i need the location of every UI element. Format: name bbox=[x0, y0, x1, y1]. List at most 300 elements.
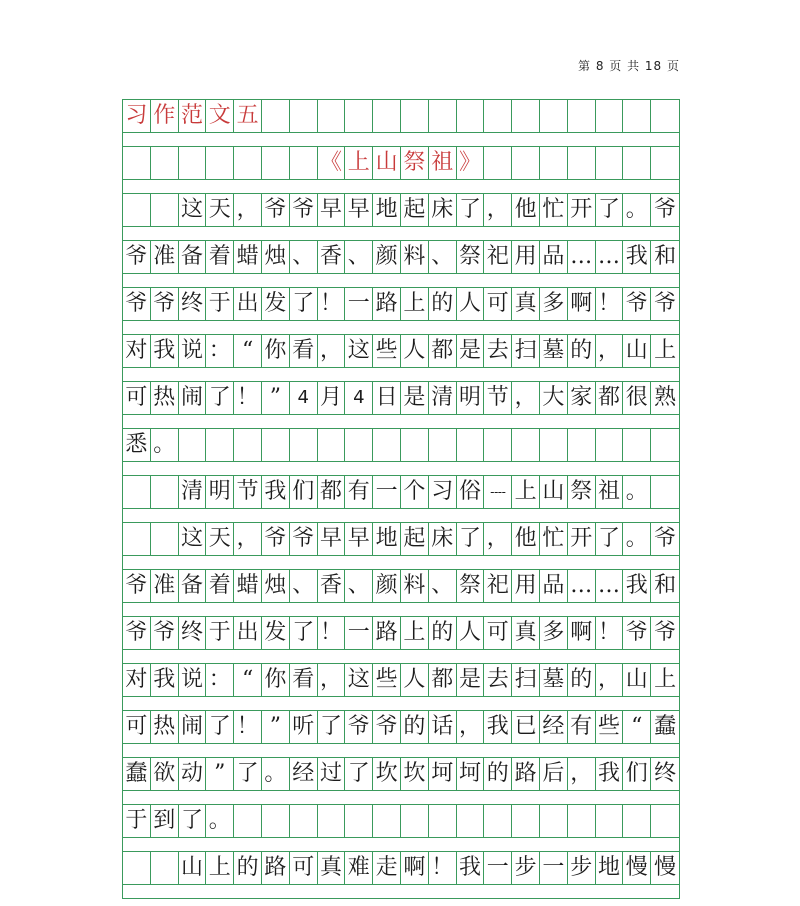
grid-cell bbox=[484, 805, 512, 837]
grid-cell: 都 bbox=[429, 664, 457, 696]
grid-cell: 爷 bbox=[654, 526, 677, 551]
grid-cell: 的 bbox=[429, 288, 457, 320]
body-row bbox=[123, 616, 679, 650]
grid-cell: 是 bbox=[457, 335, 485, 367]
grid-cell: ！ bbox=[596, 288, 624, 320]
grid-cell bbox=[568, 429, 596, 461]
grid-cell: 。 bbox=[206, 805, 234, 837]
grid-cell: 爷 bbox=[151, 617, 179, 649]
grid-cell: 明 bbox=[457, 382, 485, 414]
grid-cell bbox=[290, 147, 318, 179]
grid-cell: 品 bbox=[540, 570, 568, 602]
grid-cell: 4 bbox=[290, 382, 318, 414]
grid-cell: 我 bbox=[623, 241, 651, 273]
grid-cell: 上 bbox=[401, 288, 429, 320]
grid-cell: 清 bbox=[429, 382, 457, 414]
grid-cell bbox=[401, 805, 429, 837]
grid-cell: ！ bbox=[318, 617, 346, 649]
grid-cell: 到 bbox=[151, 805, 179, 837]
heading-row bbox=[123, 99, 679, 133]
grid-cell: 香 bbox=[318, 241, 346, 273]
grid-cell: 爷 bbox=[290, 523, 318, 555]
grid-cell: 墓 bbox=[540, 664, 568, 696]
grid-cell: 们 bbox=[290, 476, 318, 508]
grid-cell: 祖 bbox=[429, 147, 457, 179]
grid-cell: … bbox=[596, 570, 624, 602]
grid-cell: 清 bbox=[179, 476, 207, 508]
grid-cell: 多 bbox=[540, 288, 568, 320]
grid-cell: 听 bbox=[290, 711, 318, 743]
grid-cell: 节 bbox=[234, 476, 262, 508]
grid-cell: 祭 bbox=[457, 570, 485, 602]
grid-cell: 看 bbox=[290, 335, 318, 367]
grid-cell bbox=[484, 147, 512, 179]
grid-cell bbox=[429, 100, 457, 132]
grid-cell: 于 bbox=[206, 288, 234, 320]
grid-cell: 早 bbox=[345, 194, 373, 226]
grid-cell bbox=[651, 147, 679, 179]
grid-cell: 习 bbox=[429, 476, 457, 508]
grid-cell bbox=[123, 476, 151, 508]
grid-cell: 和 bbox=[654, 244, 677, 269]
body-row bbox=[123, 240, 679, 274]
grid-cell: 热 bbox=[151, 382, 179, 414]
grid-cell bbox=[512, 805, 540, 837]
grid-cell: 早 bbox=[345, 523, 373, 555]
grid-cell: 后 bbox=[540, 758, 568, 790]
grid-cell: 于 bbox=[206, 617, 234, 649]
grid-cell: 爷 bbox=[123, 288, 151, 320]
grid-cell bbox=[429, 805, 457, 837]
grid-cell: 你 bbox=[262, 664, 290, 696]
grid-cell: 天 bbox=[206, 523, 234, 555]
grid-cell: 了 bbox=[318, 711, 346, 743]
grid-cell bbox=[179, 147, 207, 179]
grid-cell: 。 bbox=[623, 194, 651, 226]
grid-cell bbox=[290, 429, 318, 461]
grid-cell: 。 bbox=[151, 429, 179, 461]
grid-cell: 多 bbox=[540, 617, 568, 649]
grid-cell: 五 bbox=[234, 100, 262, 132]
grid-cell: 开 bbox=[568, 523, 596, 555]
grid-cell: 一 bbox=[540, 852, 568, 884]
grid-cell: 用 bbox=[512, 241, 540, 273]
grid-cell bbox=[651, 805, 679, 837]
grid-cell: ： bbox=[206, 335, 234, 367]
grid-cell: 出 bbox=[234, 617, 262, 649]
grid-cell: 走 bbox=[373, 852, 401, 884]
grid-cell: 开 bbox=[568, 194, 596, 226]
grid-cell: 爷 bbox=[123, 241, 151, 273]
grid-cell: 些 bbox=[596, 711, 624, 743]
grid-cell: 我 bbox=[262, 476, 290, 508]
body-row bbox=[123, 663, 679, 697]
grid-cell: 了 bbox=[206, 711, 234, 743]
grid-cell bbox=[623, 429, 651, 461]
grid-cell: 爷 bbox=[654, 620, 677, 645]
grid-cell bbox=[623, 147, 651, 179]
grid-cell: 天 bbox=[206, 194, 234, 226]
grid-cell: “ bbox=[234, 664, 262, 696]
grid-cell: 去 bbox=[484, 664, 512, 696]
grid-cell bbox=[457, 100, 485, 132]
grid-cell: 山 bbox=[373, 147, 401, 179]
grid-cell bbox=[151, 852, 179, 884]
heading-row bbox=[123, 146, 679, 180]
grid-cell: 上 bbox=[206, 852, 234, 884]
grid-cell: … bbox=[568, 241, 596, 273]
grid-cell bbox=[262, 805, 290, 837]
body-row bbox=[123, 569, 679, 603]
grid-cell bbox=[596, 147, 624, 179]
grid-cell: 经 bbox=[290, 758, 318, 790]
grid-cell: 床 bbox=[429, 194, 457, 226]
grid-cell: 山 bbox=[540, 476, 568, 508]
grid-cell: 烛 bbox=[262, 241, 290, 273]
grid-cell bbox=[234, 805, 262, 837]
body-row bbox=[123, 381, 679, 415]
grid-cell: 蠢 bbox=[123, 758, 151, 790]
grid-cell bbox=[262, 100, 290, 132]
grid-cell bbox=[651, 429, 679, 461]
grid-cell: 动 bbox=[179, 758, 207, 790]
grid-cell: 了 bbox=[596, 523, 624, 555]
grid-cell: 的 bbox=[568, 664, 596, 696]
grid-cell: 有 bbox=[345, 476, 373, 508]
grid-cell bbox=[151, 476, 179, 508]
grid-cell: 的 bbox=[484, 758, 512, 790]
grid-cell: ” bbox=[262, 711, 290, 743]
grid-cell: 我 bbox=[623, 570, 651, 602]
grid-cell: 了 bbox=[457, 194, 485, 226]
grid-cell bbox=[623, 100, 651, 132]
grid-cell: ！ bbox=[234, 711, 262, 743]
body-row bbox=[123, 475, 679, 509]
grid-cell: ， bbox=[596, 664, 624, 696]
grid-cell: 文 bbox=[206, 100, 234, 132]
grid-cell: 是 bbox=[457, 664, 485, 696]
grid-cell: 山 bbox=[623, 664, 651, 696]
grid-cell: 爷 bbox=[123, 617, 151, 649]
grid-cell: 可 bbox=[123, 711, 151, 743]
grid-cell: 地 bbox=[373, 194, 401, 226]
grid-cell bbox=[318, 429, 346, 461]
grid-cell: 闹 bbox=[179, 382, 207, 414]
grid-cell: 经 bbox=[540, 711, 568, 743]
grid-cell: 和 bbox=[654, 573, 677, 598]
composition-grid bbox=[122, 99, 680, 899]
grid-cell: “ bbox=[623, 711, 651, 743]
page-indicator: 第 8 页 共 18 页 bbox=[578, 59, 680, 73]
grid-cell bbox=[345, 100, 373, 132]
grid-cell: 的 bbox=[401, 711, 429, 743]
grid-cell bbox=[123, 194, 151, 226]
grid-cell: 爷 bbox=[654, 197, 677, 222]
grid-cell: 都 bbox=[318, 476, 346, 508]
grid-cell: 料 bbox=[401, 570, 429, 602]
grid-cell bbox=[651, 100, 679, 132]
grid-cell: ！ bbox=[596, 617, 624, 649]
grid-cell: 步 bbox=[568, 852, 596, 884]
grid-cell: 欲 bbox=[151, 758, 179, 790]
grid-cell: ， bbox=[457, 711, 485, 743]
grid-cell: … bbox=[596, 241, 624, 273]
grid-cell: 祭 bbox=[401, 147, 429, 179]
grid-cell: 这 bbox=[179, 194, 207, 226]
grid-cell: 他 bbox=[512, 523, 540, 555]
grid-cell: 终 bbox=[654, 761, 677, 786]
grid-cell: ， bbox=[234, 523, 262, 555]
grid-cell: 颜 bbox=[373, 570, 401, 602]
grid-cell: 日 bbox=[373, 382, 401, 414]
grid-cell bbox=[123, 852, 151, 884]
grid-cell: 说 bbox=[179, 664, 207, 696]
grid-cell: 这 bbox=[345, 664, 373, 696]
grid-cell: 准 bbox=[151, 241, 179, 273]
grid-cell: 、 bbox=[345, 241, 373, 273]
grid-cell bbox=[234, 147, 262, 179]
grid-cell: 是 bbox=[401, 382, 429, 414]
grid-cell: 发 bbox=[262, 288, 290, 320]
grid-cell: 起 bbox=[401, 194, 429, 226]
grid-cell: 烛 bbox=[262, 570, 290, 602]
grid-cell bbox=[290, 100, 318, 132]
grid-cell: 4 bbox=[345, 382, 373, 414]
grid-cell: 人 bbox=[457, 617, 485, 649]
grid-cell bbox=[512, 100, 540, 132]
grid-cell: 扫 bbox=[512, 335, 540, 367]
grid-cell: 一 bbox=[484, 852, 512, 884]
grid-cell: 祭 bbox=[457, 241, 485, 273]
grid-cell bbox=[401, 429, 429, 461]
grid-cell: 真 bbox=[318, 852, 346, 884]
grid-cell: 一 bbox=[345, 617, 373, 649]
grid-cell bbox=[345, 805, 373, 837]
grid-cell: 》 bbox=[457, 147, 485, 179]
grid-cell: 些 bbox=[373, 335, 401, 367]
grid-cell bbox=[568, 100, 596, 132]
grid-cell: 终 bbox=[179, 617, 207, 649]
grid-cell: 、 bbox=[429, 570, 457, 602]
grid-cell: 颜 bbox=[373, 241, 401, 273]
grid-cell: 我 bbox=[457, 852, 485, 884]
grid-cell: 、 bbox=[290, 241, 318, 273]
grid-cell: 出 bbox=[234, 288, 262, 320]
grid-cell: 山 bbox=[179, 852, 207, 884]
body-row bbox=[123, 193, 679, 227]
grid-cell bbox=[345, 429, 373, 461]
grid-cell: 可 bbox=[123, 382, 151, 414]
grid-cell bbox=[123, 147, 151, 179]
grid-cell: 我 bbox=[596, 758, 624, 790]
grid-cell: 忙 bbox=[540, 194, 568, 226]
grid-cell: 上 bbox=[401, 617, 429, 649]
grid-cell: 。 bbox=[262, 758, 290, 790]
grid-cell: 爷 bbox=[123, 570, 151, 602]
grid-cell: 香 bbox=[318, 570, 346, 602]
grid-cell: 山 bbox=[623, 335, 651, 367]
grid-cell: 忙 bbox=[540, 523, 568, 555]
grid-cell: 啊 bbox=[401, 852, 429, 884]
grid-cell bbox=[596, 805, 624, 837]
grid-cell: 爷 bbox=[151, 288, 179, 320]
grid-cell: 、 bbox=[345, 570, 373, 602]
grid-cell: ， bbox=[512, 382, 540, 414]
grid-cell: 啊 bbox=[568, 617, 596, 649]
grid-cell bbox=[540, 100, 568, 132]
grid-cell: 热 bbox=[151, 711, 179, 743]
grid-cell: 坎 bbox=[401, 758, 429, 790]
grid-cell: 去 bbox=[484, 335, 512, 367]
grid-cell: 明 bbox=[206, 476, 234, 508]
grid-cell: 。 bbox=[623, 523, 651, 555]
grid-cell: 可 bbox=[290, 852, 318, 884]
grid-cell: 上 bbox=[654, 667, 677, 692]
grid-cell: 《 bbox=[318, 147, 346, 179]
grid-cell: ， bbox=[596, 335, 624, 367]
grid-cell: 我 bbox=[484, 711, 512, 743]
body-row bbox=[123, 851, 679, 885]
grid-cell: 他 bbox=[512, 194, 540, 226]
grid-cell: 真 bbox=[512, 617, 540, 649]
grid-cell: 蠢 bbox=[654, 714, 677, 739]
grid-cell: 着 bbox=[206, 570, 234, 602]
grid-cell: 地 bbox=[596, 852, 624, 884]
grid-cell bbox=[568, 805, 596, 837]
grid-cell: 个 bbox=[401, 476, 429, 508]
grid-cell: 了 bbox=[234, 758, 262, 790]
grid-cell: ！ bbox=[429, 852, 457, 884]
grid-cell bbox=[540, 147, 568, 179]
grid-cell: 悉 bbox=[123, 429, 151, 461]
grid-cell: 发 bbox=[262, 617, 290, 649]
grid-cell: ！ bbox=[234, 382, 262, 414]
grid-cell: 闹 bbox=[179, 711, 207, 743]
body-row bbox=[123, 804, 679, 838]
grid-cell: 都 bbox=[429, 335, 457, 367]
body-row bbox=[123, 334, 679, 368]
grid-cell: 蜡 bbox=[234, 241, 262, 273]
grid-cell: ， bbox=[484, 523, 512, 555]
grid-cell: 了 bbox=[290, 288, 318, 320]
grid-cell: 爷 bbox=[262, 523, 290, 555]
body-row bbox=[123, 522, 679, 556]
grid-cell bbox=[206, 147, 234, 179]
grid-cell: 人 bbox=[457, 288, 485, 320]
grid-cell: 话 bbox=[429, 711, 457, 743]
grid-cell: ” bbox=[206, 758, 234, 790]
grid-cell: 说 bbox=[179, 335, 207, 367]
grid-cell: 了 bbox=[290, 617, 318, 649]
grid-cell: 很 bbox=[623, 382, 651, 414]
grid-cell: 我 bbox=[151, 664, 179, 696]
grid-cell: 对 bbox=[123, 664, 151, 696]
grid-cell: ， bbox=[234, 194, 262, 226]
grid-cell: ！ bbox=[318, 288, 346, 320]
grid-cell: 准 bbox=[151, 570, 179, 602]
grid-cell: 作 bbox=[151, 100, 179, 132]
grid-cell: 了 bbox=[206, 382, 234, 414]
grid-cell: 过 bbox=[318, 758, 346, 790]
grid-cell: 爷 bbox=[262, 194, 290, 226]
grid-cell bbox=[234, 429, 262, 461]
grid-cell: 上 bbox=[345, 147, 373, 179]
grid-cell: ” bbox=[262, 382, 290, 414]
grid-cell bbox=[179, 429, 207, 461]
grid-cell: 路 bbox=[373, 617, 401, 649]
grid-cell: 起 bbox=[401, 523, 429, 555]
grid-cell bbox=[290, 805, 318, 837]
grid-cell bbox=[484, 429, 512, 461]
grid-cell: ： bbox=[206, 664, 234, 696]
grid-cell: 坷 bbox=[429, 758, 457, 790]
grid-cell: 爷 bbox=[345, 711, 373, 743]
grid-cell: 难 bbox=[345, 852, 373, 884]
grid-cell: 。 bbox=[623, 476, 651, 508]
grid-cell: 大 bbox=[540, 382, 568, 414]
grid-cell: 月 bbox=[318, 382, 346, 414]
grid-cell: 爷 bbox=[290, 194, 318, 226]
grid-cell: 的 bbox=[568, 335, 596, 367]
grid-cell: 备 bbox=[179, 570, 207, 602]
grid-cell: 、 bbox=[429, 241, 457, 273]
grid-cell: ， bbox=[568, 758, 596, 790]
grid-cell: 早 bbox=[318, 523, 346, 555]
grid-cell: 祀 bbox=[484, 570, 512, 602]
grid-cell bbox=[512, 147, 540, 179]
grid-cell: 慢 bbox=[654, 855, 677, 880]
grid-cell: 地 bbox=[373, 523, 401, 555]
grid-cell bbox=[151, 194, 179, 226]
grid-cell: 祀 bbox=[484, 241, 512, 273]
grid-cell: 熟 bbox=[654, 385, 677, 410]
grid-cell: 范 bbox=[179, 100, 207, 132]
grid-cell bbox=[318, 100, 346, 132]
grid-cell: 家 bbox=[568, 382, 596, 414]
grid-cell: 已 bbox=[512, 711, 540, 743]
grid-cell: 啊 bbox=[568, 288, 596, 320]
grid-cell bbox=[568, 147, 596, 179]
grid-cell bbox=[651, 476, 679, 508]
grid-cell: 路 bbox=[512, 758, 540, 790]
grid-cell bbox=[151, 147, 179, 179]
grid-cell: 了 bbox=[179, 805, 207, 837]
grid-cell bbox=[540, 805, 568, 837]
grid-cell: 你 bbox=[262, 335, 290, 367]
grid-cell: 人 bbox=[401, 664, 429, 696]
grid-cell: 的 bbox=[429, 617, 457, 649]
grid-cell: 祭 bbox=[568, 476, 596, 508]
grid-cell: 爷 bbox=[623, 617, 651, 649]
grid-cell: 了 bbox=[596, 194, 624, 226]
grid-cell: 爷 bbox=[373, 711, 401, 743]
grid-cell: ， bbox=[318, 335, 346, 367]
grid-cell bbox=[540, 429, 568, 461]
grid-cell: 习 bbox=[123, 100, 151, 132]
grid-cell bbox=[596, 100, 624, 132]
grid-cell: 一 bbox=[373, 476, 401, 508]
grid-cell bbox=[262, 429, 290, 461]
grid-cell: 路 bbox=[262, 852, 290, 884]
body-row bbox=[123, 710, 679, 744]
grid-cell: ， bbox=[484, 194, 512, 226]
grid-cell: ， bbox=[318, 664, 346, 696]
grid-cell: 扫 bbox=[512, 664, 540, 696]
grid-cell: 看 bbox=[290, 664, 318, 696]
grid-cell bbox=[484, 100, 512, 132]
grid-cell: 着 bbox=[206, 241, 234, 273]
grid-cell: 俗 bbox=[457, 476, 485, 508]
